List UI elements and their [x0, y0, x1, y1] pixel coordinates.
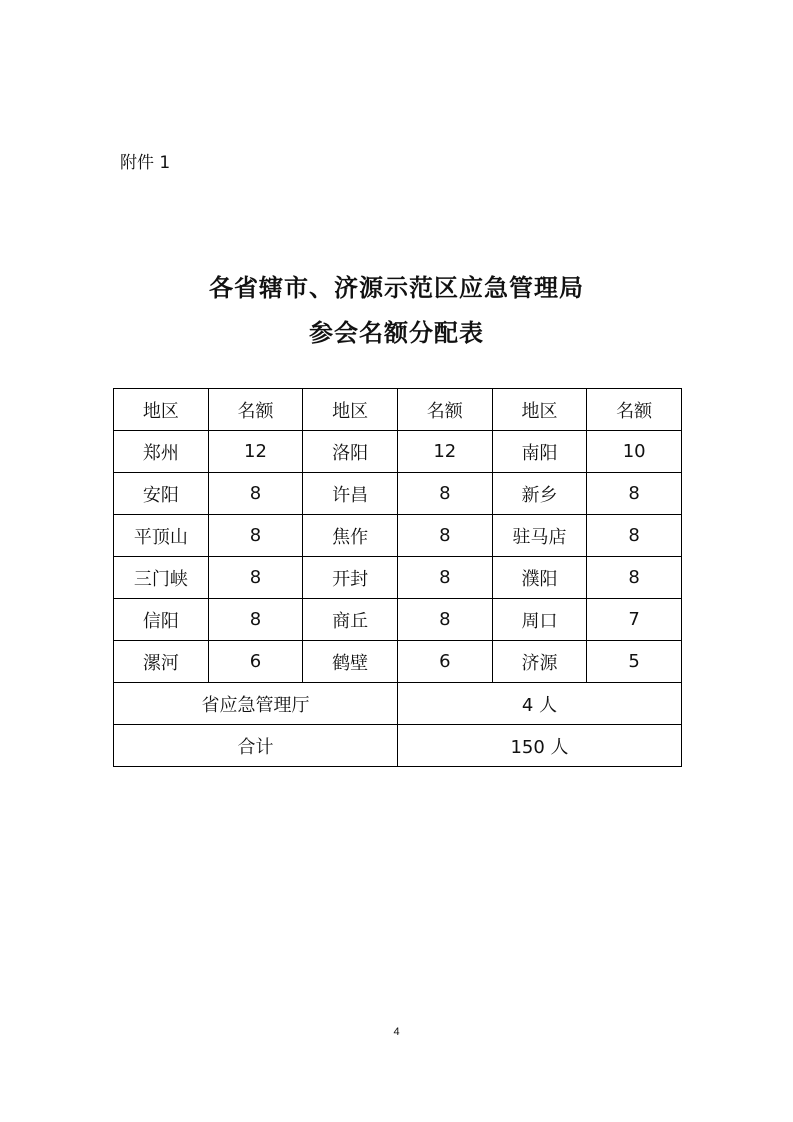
region-cell: 新乡 [492, 473, 587, 515]
quota-cell: 5 [587, 641, 682, 683]
region-cell: 安阳 [114, 473, 209, 515]
total-value-cell: 150 人 [397, 725, 681, 767]
quota-cell: 6 [397, 641, 492, 683]
header-cell: 地区 [303, 389, 398, 431]
quota-cell: 8 [397, 599, 492, 641]
region-cell: 济源 [492, 641, 587, 683]
quota-cell: 8 [208, 599, 303, 641]
quota-cell: 8 [587, 515, 682, 557]
document-title-line-1: 各省辖市、济源示范区应急管理局 [209, 273, 584, 302]
table-row [114, 641, 682, 683]
region-cell: 南阳 [492, 431, 587, 473]
region-cell: 郑州 [114, 431, 209, 473]
table-row [114, 599, 682, 641]
quota-cell: 8 [208, 557, 303, 599]
summary-row [114, 683, 682, 725]
region-cell: 洛阳 [303, 431, 398, 473]
quota-cell: 8 [397, 473, 492, 515]
total-label-cell: 合计 [114, 725, 398, 767]
quota-cell: 8 [587, 557, 682, 599]
quota-cell: 10 [587, 431, 682, 473]
region-cell: 许昌 [303, 473, 398, 515]
region-cell: 濮阳 [492, 557, 587, 599]
region-cell: 驻马店 [492, 515, 587, 557]
quota-cell: 12 [208, 431, 303, 473]
region-cell: 周口 [492, 599, 587, 641]
region-cell: 开封 [303, 557, 398, 599]
region-cell: 鹤壁 [303, 641, 398, 683]
quota-cell: 8 [208, 515, 303, 557]
table-row [114, 557, 682, 599]
quota-cell: 6 [208, 641, 303, 683]
header-cell: 地区 [492, 389, 587, 431]
document-title-line-2: 参会名额分配表 [309, 318, 484, 347]
quota-cell: 8 [587, 473, 682, 515]
attachment-label: 附件 1 [120, 153, 171, 173]
quota-cell: 8 [397, 557, 492, 599]
quota-allocation-table [113, 388, 682, 767]
region-cell: 商丘 [303, 599, 398, 641]
quota-cell: 8 [208, 473, 303, 515]
region-cell: 漯河 [114, 641, 209, 683]
table-row [114, 515, 682, 557]
total-row [114, 725, 682, 767]
table-row [114, 473, 682, 515]
header-cell: 名额 [397, 389, 492, 431]
table-row [114, 431, 682, 473]
region-cell: 三门峡 [114, 557, 209, 599]
header-cell: 地区 [114, 389, 209, 431]
summary-label-cell: 省应急管理厅 [114, 683, 398, 725]
table-header-row [114, 389, 682, 431]
quota-cell: 8 [397, 515, 492, 557]
header-cell: 名额 [208, 389, 303, 431]
region-cell: 平顶山 [114, 515, 209, 557]
quota-cell: 7 [587, 599, 682, 641]
region-cell: 焦作 [303, 515, 398, 557]
header-cell: 名额 [587, 389, 682, 431]
summary-value-cell: 4 人 [397, 683, 681, 725]
page-number: 4 [393, 1026, 400, 1038]
quota-cell: 12 [397, 431, 492, 473]
region-cell: 信阳 [114, 599, 209, 641]
